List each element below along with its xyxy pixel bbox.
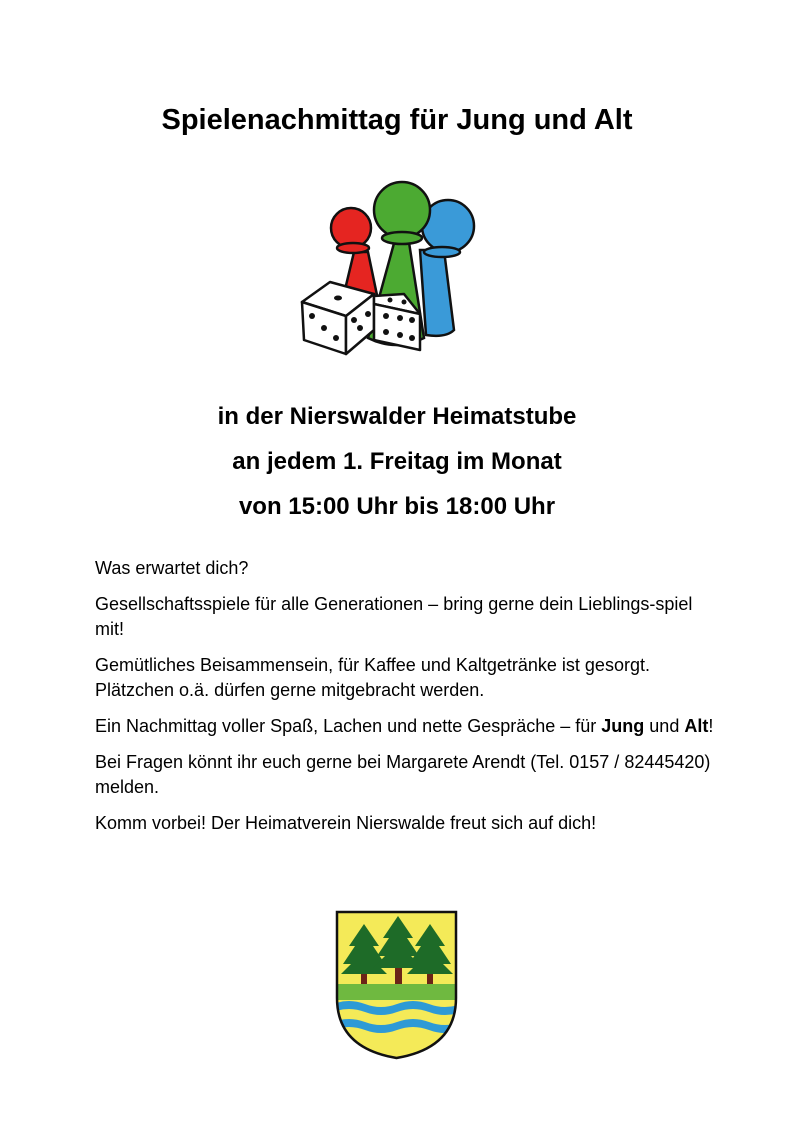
game-pieces-illustration xyxy=(296,180,500,358)
event-time: von 15:00 Uhr bis 18:00 Uhr xyxy=(238,493,556,520)
event-location: in der Nierswalder Heimatstube xyxy=(217,403,577,430)
coat-of-arms-crest xyxy=(333,908,460,1062)
paragraph-coffee: Gemütliches Beisammensein, für Kaffee und Kaltgetränke ist gesorgt. Plätzchen o.ä. dürfen gerne mitgebracht werden. xyxy=(95,655,650,700)
paragraph-closing: Komm vorbei! Der Heimatverein Nierswalde freut sich auf dich! xyxy=(95,813,597,833)
paragraph-contact: Bei Fragen könnt ihr euch gerne bei Margarete Arendt (Tel. 0157 / 82445420) melden. xyxy=(95,752,711,797)
body-text xyxy=(95,556,725,847)
word-alt: Alt xyxy=(684,716,709,736)
page-title: Spielenachmittag für Jung und Alt xyxy=(161,104,633,136)
event-info xyxy=(0,398,794,533)
paragraph-games: Gesellschaftsspiele für alle Generationen – bring gerne dein Lieblings-spiel mit! xyxy=(95,594,693,639)
question-line: Was erwartet dich? xyxy=(95,558,249,578)
paragraph-fun: Ein Nachmittag voller Spaß, Lachen und nette Gespräche – für Jung und Alt! xyxy=(95,716,714,736)
event-schedule: an jedem 1. Freitag im Monat xyxy=(232,448,562,475)
word-jung: Jung xyxy=(601,716,645,736)
